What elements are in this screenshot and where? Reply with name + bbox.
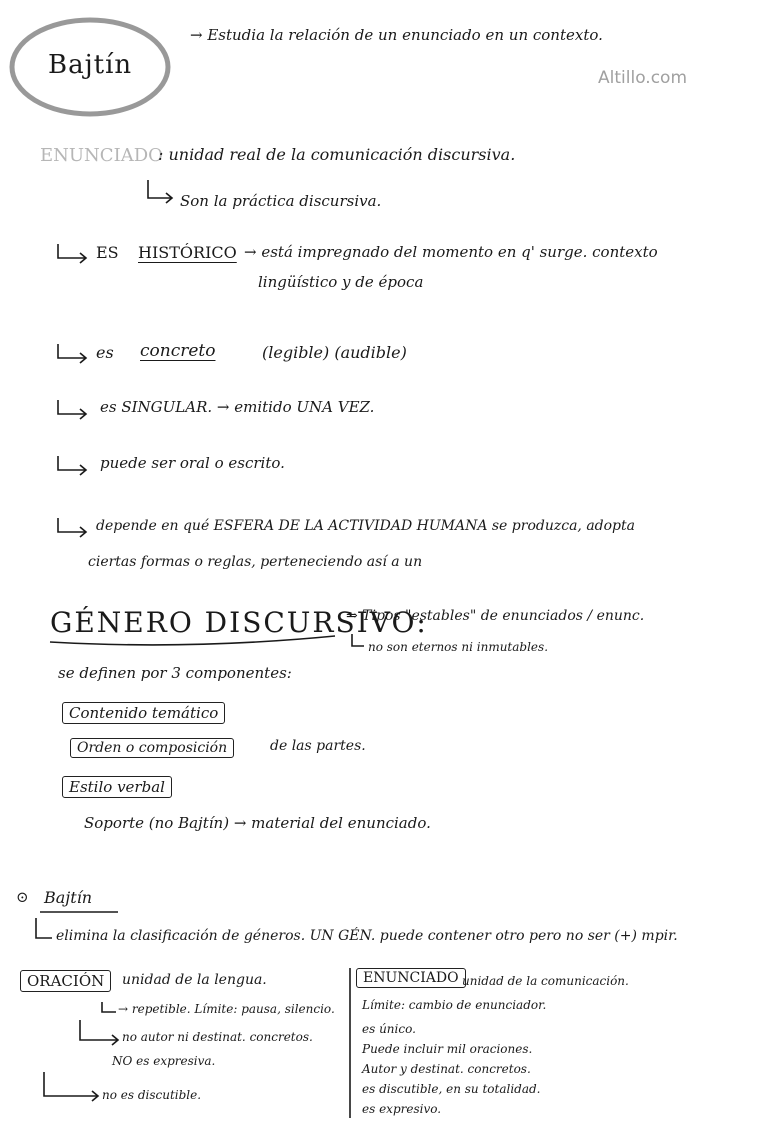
- oracion-autor: no autor ni destinat. concretos.: [122, 1030, 313, 1044]
- esfera-line: depende en qué ESFERA DE LA ACTIVIDAD HUMANA se produzca, adopta: [96, 518, 635, 534]
- hook-arrow-or1: [102, 1002, 116, 1012]
- enunciado-autor: Autor y destinat. concretos.: [362, 1062, 531, 1076]
- enunciado-subheading: ENUNCIADO: [356, 968, 466, 988]
- hook-arrow-l8: [58, 456, 86, 475]
- genero-definition-2: no son eternos ni inmutables.: [368, 640, 549, 654]
- componentes-line: se definen por 3 componentes:: [58, 664, 292, 682]
- componente-composicion: Orden o composición: [70, 738, 234, 758]
- hook-arrow-l7: [58, 400, 86, 419]
- hook-arrow-l4: [58, 244, 86, 263]
- componente-composicion-2: de las partes.: [270, 738, 366, 754]
- historico-desc: → está impregnado del momento en q' surge. contexto: [244, 243, 658, 261]
- enunciado-limite: Límite: cambio de enunciador.: [362, 998, 547, 1012]
- genero-definition: ⇒ Tipos "estables" de enunciados / enunc.: [346, 608, 645, 624]
- oral-line: puede ser oral o escrito.: [100, 454, 285, 472]
- elimina-line: elimina la clasificación de géneros. UN GÉN. puede contener otro pero no ser (+) mpir.: [56, 928, 678, 944]
- enunciado-definition: : unidad real de la comunicación discursiva.: [158, 145, 516, 164]
- historico-desc-2: lingüístico y de época: [258, 273, 424, 291]
- componente-estilo: Estilo verbal: [62, 776, 172, 798]
- hook-arrow-or4: [44, 1072, 98, 1101]
- enunciado-unico: es único.: [362, 1022, 416, 1036]
- bullet-icon: ⊙: [16, 888, 29, 906]
- hook-arrow-l3: [148, 180, 172, 203]
- bajtin-subheading: Bajtín: [44, 888, 93, 907]
- page-title: Bajtín: [48, 50, 133, 80]
- componente-tematico: Contenido temático: [62, 702, 225, 724]
- oracion-heading: ORACIÓN: [20, 970, 111, 992]
- enunciado-expresivo: es expresivo.: [362, 1102, 442, 1116]
- concreto-term: concreto: [140, 341, 216, 361]
- oracion-expresiva: NO es expresiva.: [112, 1054, 216, 1068]
- concreto-prefix: es: [96, 343, 114, 362]
- hook-arrow-or2: [80, 1020, 118, 1045]
- intro-line: → Estudia la relación de un enunciado en un contexto.: [190, 26, 603, 44]
- hook-arrow-l9: [58, 518, 86, 537]
- historico-term: HISTÓRICO: [138, 243, 237, 262]
- hook-arrow-l6: [58, 344, 86, 363]
- esfera-line-2: ciertas formas o reglas, perteneciendo así a un: [88, 554, 423, 570]
- concreto-desc: (legible) (audible): [262, 343, 407, 362]
- singular-line: es SINGULAR. → emitido UNA VEZ.: [100, 398, 375, 416]
- soporte-line: Soporte (no Bajtín) → material del enunciado.: [84, 814, 431, 832]
- genero-heading: GÉNERO DISCURSIVO:: [50, 606, 428, 639]
- oracion-repetible: → repetible. Límite: pausa, silencio.: [118, 1002, 335, 1016]
- hook-arrow-elimina: [36, 918, 52, 938]
- enunciado-discutible: es discutible, en su totalidad.: [362, 1082, 541, 1096]
- enunciado-oraciones: Puede incluir mil oraciones.: [362, 1042, 533, 1056]
- enunciado-sub-definition: unidad de la comunicación.: [462, 974, 629, 988]
- historico-prefix: ES: [96, 243, 119, 262]
- enunciado-practice: Son la práctica discursiva.: [180, 192, 382, 210]
- oracion-definition: unidad de la lengua.: [122, 972, 267, 988]
- oracion-discutible: no es discutible.: [102, 1088, 202, 1102]
- watermark: Altillo.com: [598, 68, 688, 88]
- enunciado-heading: ENUNCIADO: [40, 145, 163, 166]
